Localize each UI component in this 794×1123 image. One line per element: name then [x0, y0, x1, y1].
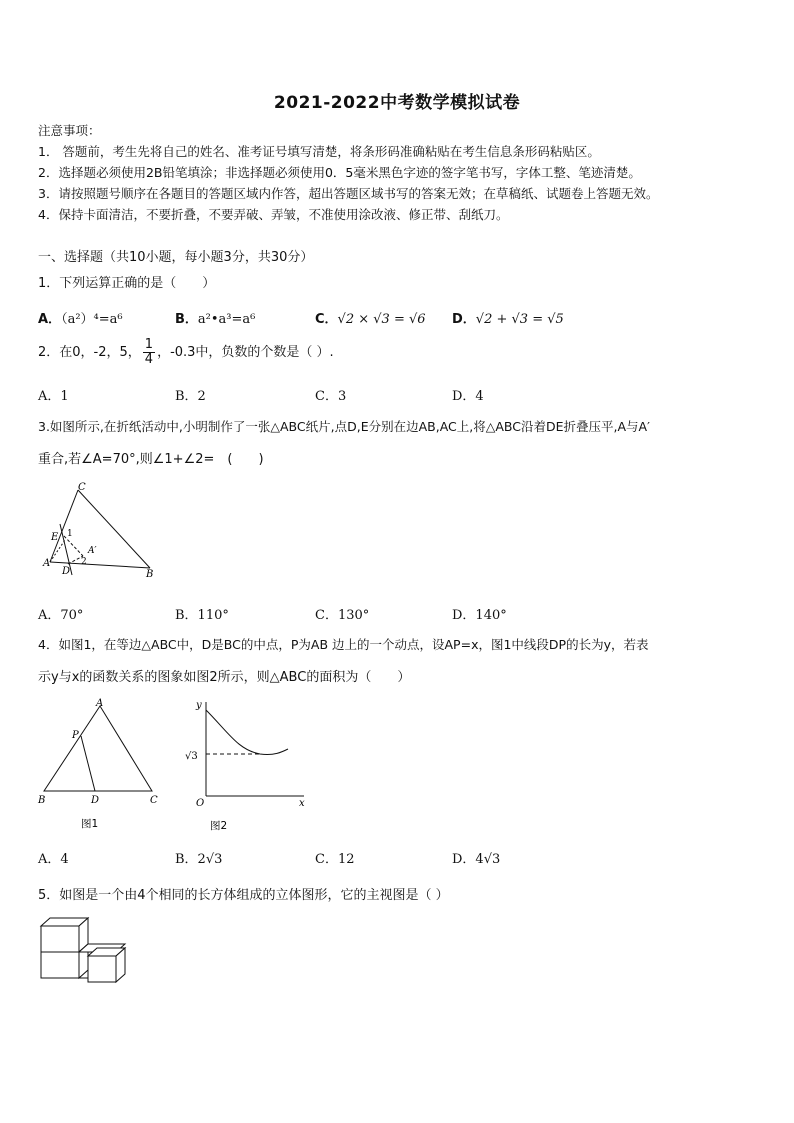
equilateral-triangle-abc	[44, 706, 152, 791]
q1-option-d: D．√2 + √3 = √5	[452, 312, 564, 327]
q3-triangle-figure	[38, 478, 168, 583]
q2-option-c: C．3	[315, 389, 347, 404]
q4-stem-line2: 示y与x的函数关系的图象如图2所示，则△ABC的面积为（ ）	[38, 670, 411, 685]
label-c: C	[78, 482, 86, 493]
fraction-one-quarter: $\frac{1}{4}$	[144, 337, 154, 367]
figure-2-caption: 图2	[210, 820, 228, 832]
q3-option-b: B．110°	[175, 608, 229, 623]
note-item-1: 1． 答题前，考生先将自己的姓名、准考证号填写清楚，将条形码准确粘贴在考生信息条形码粘贴区。	[38, 144, 600, 159]
q2-stem: 2．在0，-2，5， $\frac{1}{4}$ ，-0.3中，负数的个数是（ ）.	[38, 337, 334, 367]
q5-stem: 5．如图是一个由4个相同的长方体组成的立体图形，它的主视图是（ ）	[38, 888, 449, 903]
q4-stem-line1: 4．如图1，在等边△ABC中，D是BC的中点，P为AB 边上的一个动点，设AP=x，图1中线段DP的长为y，若表	[38, 637, 649, 652]
label-c: C	[150, 795, 158, 806]
label-p: P	[72, 730, 79, 741]
q4-option-d: D．4√3	[452, 852, 501, 867]
segment-dp	[81, 736, 95, 791]
q5-cuboid-figure	[38, 912, 133, 987]
edge-cb	[78, 490, 150, 568]
label-sqrt3: √3	[185, 751, 198, 762]
label-a-prime: A′	[88, 546, 97, 556]
q1-option-b: B．a²•a³=a⁶	[175, 312, 256, 327]
label-b: B	[146, 569, 154, 580]
front-face-right	[88, 956, 116, 982]
label-d: D	[62, 566, 71, 577]
notes-heading: 注意事项：	[38, 123, 101, 138]
function-curve	[206, 710, 288, 755]
q4-figure-2-graph	[182, 696, 317, 836]
front-face-lower-left	[41, 952, 79, 978]
front-face-upper-left	[41, 926, 79, 952]
note-item-3: 3．请按照题号顺序在各题目的答题区域内作答，超出答题区域书写的答案无效；在草稿纸、试题卷上答题无效。	[38, 186, 659, 201]
label-d: D	[91, 795, 100, 806]
edge-ca	[50, 490, 78, 562]
q3-stem-line1: 3.如图所示,在折纸活动中,小明制作了一张△ABC纸片,点D,E分别在边AB,AC上,将△ABC沿着DE折叠压平,A与A′	[38, 419, 650, 434]
label-angle-1: 1	[67, 529, 73, 539]
label-a: A	[43, 558, 51, 569]
q1-option-a: A．（a²）⁴=a⁶	[38, 312, 123, 327]
q3-option-c: C．130°	[315, 608, 370, 623]
q4-option-a: A．4	[38, 852, 69, 867]
q2-option-b: B．2	[175, 389, 206, 404]
q4-figure-1	[34, 696, 164, 836]
q2-option-d: D．4	[452, 389, 484, 404]
label-y: y	[196, 700, 202, 711]
figure-1-caption: 图1	[81, 818, 99, 830]
q2-option-a: A．1	[38, 389, 69, 404]
q1-stem: 1．下列运算正确的是（ ）	[38, 276, 216, 291]
label-e: E	[51, 532, 59, 543]
q3-option-d: D．140°	[452, 608, 507, 623]
note-item-2: 2．选择题必须使用2B铅笔填涂；非选择题必须使用0．5毫米黑色字迹的签字笔书写，字体工整、笔迹清楚。	[38, 165, 641, 180]
label-angle-2: 2	[81, 557, 87, 567]
q1-option-c: C．√2 × √3 = √6	[315, 312, 426, 327]
page-title: 2021-2022中考数学模拟试卷	[273, 93, 521, 113]
q4-option-c: C．12	[315, 852, 355, 867]
q3-option-a: A．70°	[38, 608, 84, 623]
label-x: x	[299, 798, 305, 809]
section-heading: 一、选择题（共10小题，每小题3分，共30分）	[38, 250, 314, 265]
q4-option-b: B．2√3	[175, 852, 223, 867]
label-b: B	[38, 795, 46, 806]
note-item-4: 4．保持卡面清洁，不要折叠，不要弄破、弄皱，不准使用涂改液、修正带、刮纸刀。	[38, 207, 509, 222]
label-a: A	[96, 698, 104, 709]
label-o: O	[196, 798, 205, 809]
q3-stem-line2: 重合,若∠A=70°,则∠1+∠2= ( )	[38, 452, 264, 467]
